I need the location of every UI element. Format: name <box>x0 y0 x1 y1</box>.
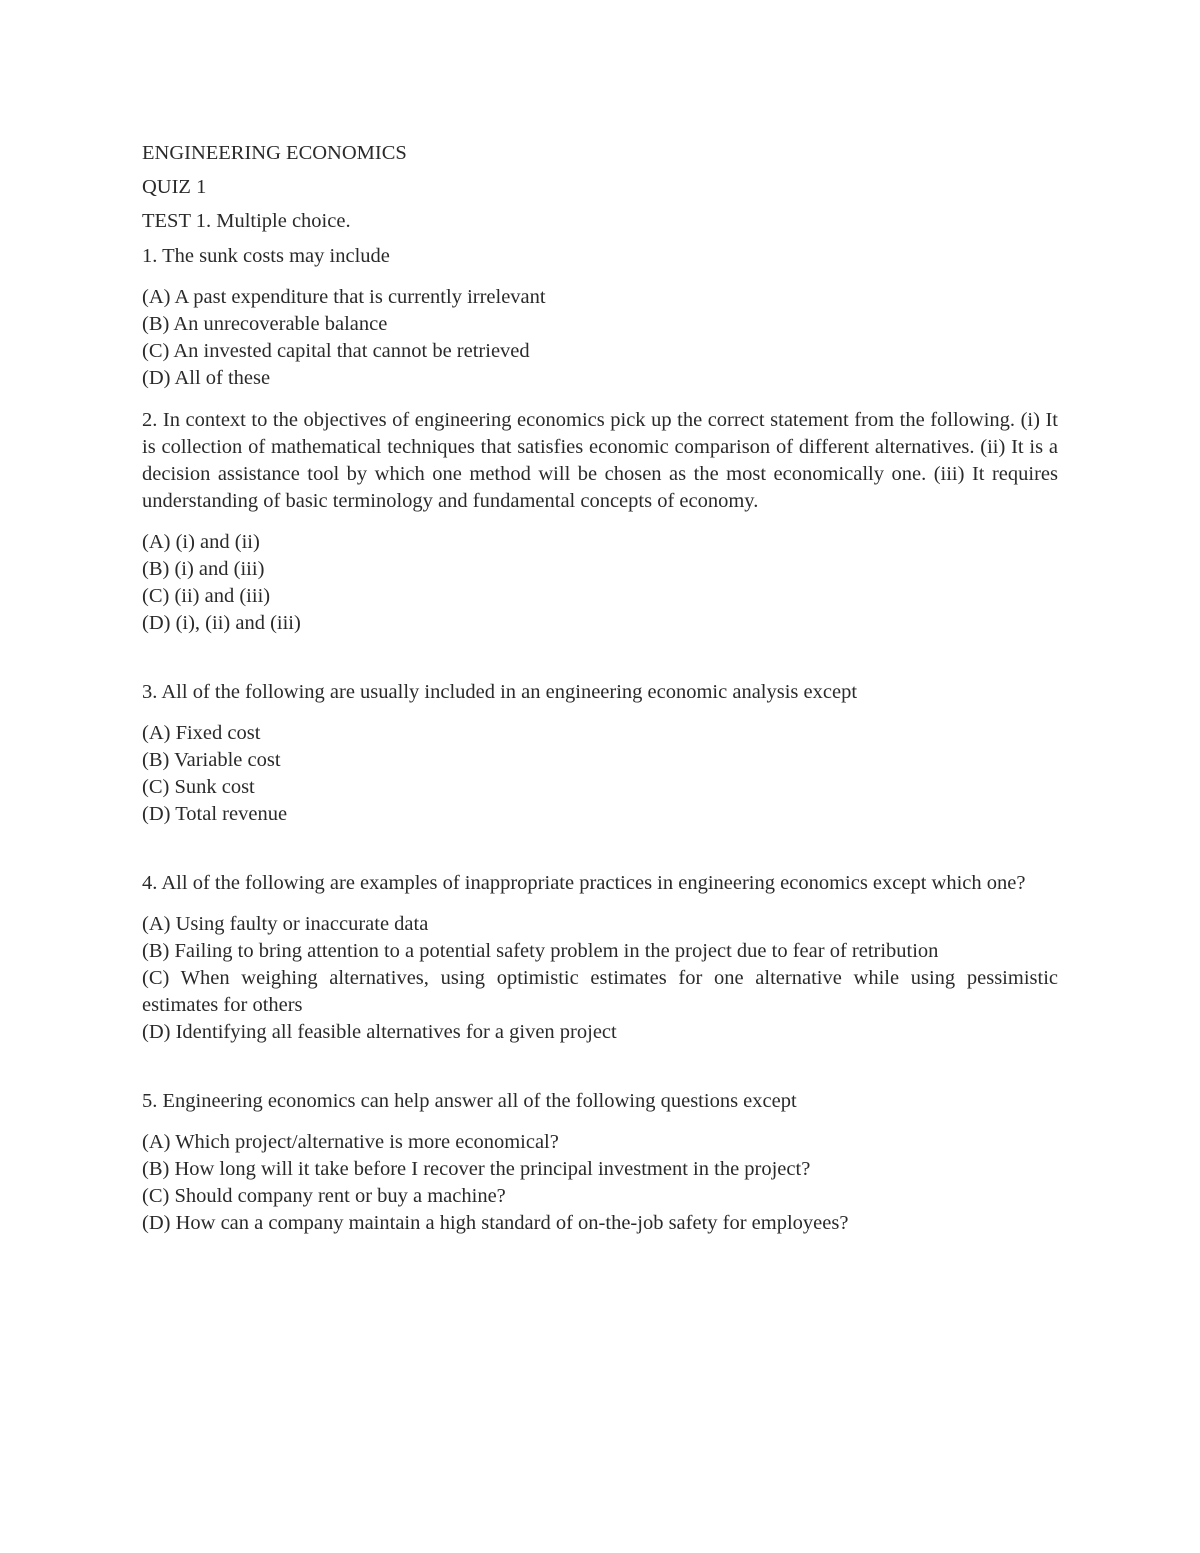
question-stem: 1. The sunk costs may include <box>142 245 390 267</box>
option-list <box>142 911 1058 1046</box>
question-stem: 4. All of the following are examples of inappropriate practices in engineering economics except which one? <box>142 872 1026 894</box>
question-3 <box>142 679 1058 828</box>
option-b: (B) Variable cost <box>142 749 281 771</box>
option-a: (A) Which project/alternative is more economical? <box>142 1131 559 1153</box>
option-d: (D) How can a company maintain a high standard of on-the-job safety for employees? <box>142 1212 849 1234</box>
question-stem: 5. Engineering economics can help answer all of the following questions except <box>142 1090 797 1112</box>
option-b: (B) An unrecoverable balance <box>142 313 388 335</box>
option-b: (B) How long will it take before I recover the principal investment in the project? <box>142 1158 811 1180</box>
question-stem: 2. In context to the objectives of engineering economics pick up the correct statement from the following. (i) It is collection of mathematical techniques that satisfies economic comparison of different alternatives. (ii) It is a decision assistance tool by which one method will be chosen as the most economically one. (iii) It requires understanding of basic terminology and fundamental concepts of economy. <box>142 409 1058 512</box>
question-1 <box>142 243 1058 392</box>
option-c: (C) An invested capital that cannot be retrieved <box>142 340 530 362</box>
option-c: (C) Should company rent or buy a machine? <box>142 1185 506 1207</box>
option-list <box>142 720 1058 828</box>
option-c: (C) (ii) and (iii) <box>142 585 271 607</box>
option-list <box>142 284 1058 392</box>
option-d: (D) (i), (ii) and (iii) <box>142 612 301 634</box>
option-a: (A) A past expenditure that is currently irrelevant <box>142 286 546 308</box>
test-title: TEST 1. Multiple choice. <box>142 210 351 232</box>
document-page <box>142 140 1058 1237</box>
question-5 <box>142 1088 1058 1237</box>
question-2 <box>142 407 1058 637</box>
option-a: (A) Fixed cost <box>142 722 261 744</box>
option-d: (D) All of these <box>142 367 271 389</box>
option-a: (A) (i) and (ii) <box>142 531 260 553</box>
question-stem: 3. All of the following are usually included in an engineering economic analysis except <box>142 681 858 703</box>
option-b: (B) Failing to bring attention to a potential safety problem in the project due to fear of retribution <box>142 940 939 962</box>
question-4 <box>142 870 1058 1046</box>
option-a: (A) Using faulty or inaccurate data <box>142 913 429 935</box>
option-list <box>142 529 1058 637</box>
option-b: (B) (i) and (iii) <box>142 558 265 580</box>
option-c: (C) When weighing alternatives, using optimistic estimates for one alternative while using pessimistic estimates for others <box>142 967 1058 1016</box>
option-list <box>142 1129 1058 1237</box>
course-title: ENGINEERING ECONOMICS <box>142 142 407 164</box>
quiz-title: QUIZ 1 <box>142 176 207 198</box>
option-d: (D) Total revenue <box>142 803 288 825</box>
option-d: (D) Identifying all feasible alternatives for a given project <box>142 1021 617 1043</box>
option-c: (C) Sunk cost <box>142 776 255 798</box>
